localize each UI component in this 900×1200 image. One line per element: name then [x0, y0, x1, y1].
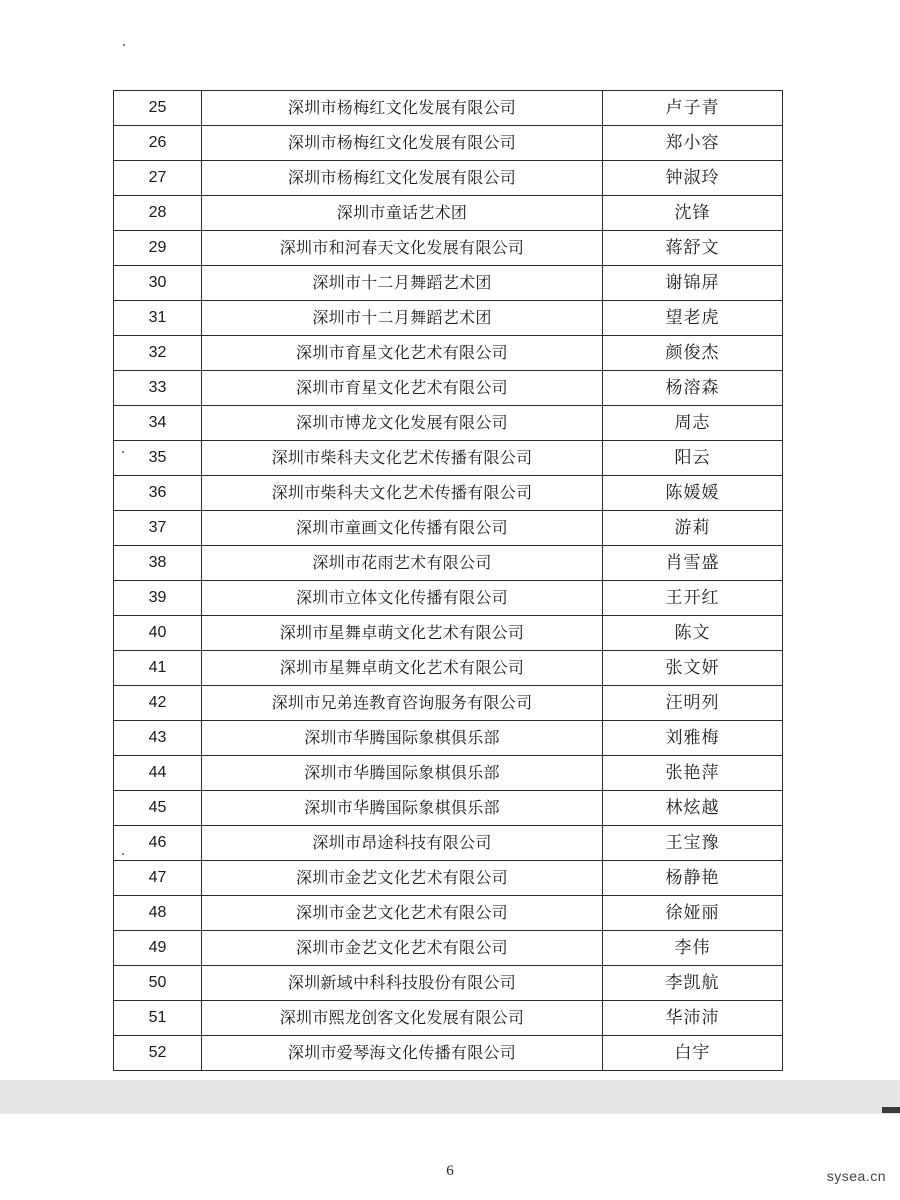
row-number-cell: 39 [114, 581, 202, 616]
table-row [114, 686, 783, 721]
table-row [114, 336, 783, 371]
table-row [114, 756, 783, 791]
person-name-cell: 谢锦屏 [603, 266, 783, 301]
table-row [114, 161, 783, 196]
table-row [114, 931, 783, 966]
person-name-cell: 陈文 [603, 616, 783, 651]
unit-name-cell: 深圳市博龙文化发展有限公司 [202, 406, 603, 441]
row-number-cell: 38 [114, 546, 202, 581]
unit-name-cell: 深圳市童画文化传播有限公司 [202, 511, 603, 546]
row-number-cell: 52 [114, 1036, 202, 1071]
page-number: 6 [446, 1163, 454, 1179]
unit-name-cell: 深圳市柴科夫文化艺术传播有限公司 [202, 476, 603, 511]
person-name-cell: 李伟 [603, 931, 783, 966]
table-row [114, 721, 783, 756]
row-number-cell: 46 [114, 826, 202, 861]
unit-name-cell: 深圳市华腾国际象棋俱乐部 [202, 721, 603, 756]
person-name-cell: 刘雅梅 [603, 721, 783, 756]
table-row [114, 826, 783, 861]
row-number-cell: 37 [114, 511, 202, 546]
table-row [114, 966, 783, 1001]
person-name-cell: 王宝豫 [603, 826, 783, 861]
unit-name-cell: 深圳市昂途科技有限公司 [202, 826, 603, 861]
person-name-cell: 肖雪盛 [603, 546, 783, 581]
row-number-cell: 34 [114, 406, 202, 441]
row-number-cell: 35 [114, 441, 202, 476]
person-name-cell: 张艳萍 [603, 756, 783, 791]
table-row [114, 1036, 783, 1071]
unit-name-cell: 深圳市金艺文化艺术有限公司 [202, 896, 603, 931]
table-row [114, 231, 783, 266]
person-name-cell: 蒋舒文 [603, 231, 783, 266]
table-row [114, 406, 783, 441]
scan-speck [123, 44, 125, 46]
person-name-cell: 钟淑玲 [603, 161, 783, 196]
person-name-cell: 望老虎 [603, 301, 783, 336]
table-row [114, 546, 783, 581]
row-number-cell: 42 [114, 686, 202, 721]
row-number-cell: 28 [114, 196, 202, 231]
row-number-cell: 50 [114, 966, 202, 1001]
table-row [114, 266, 783, 301]
table-row [114, 1001, 783, 1036]
table-row [114, 371, 783, 406]
unit-name-cell: 深圳市育星文化艺术有限公司 [202, 336, 603, 371]
row-number-cell: 31 [114, 301, 202, 336]
table-row [114, 896, 783, 931]
unit-name-cell: 深圳市立体文化传播有限公司 [202, 581, 603, 616]
scan-edge-mark [882, 1107, 900, 1113]
row-number-cell: 44 [114, 756, 202, 791]
unit-name-cell: 深圳市花雨艺术有限公司 [202, 546, 603, 581]
row-number-cell: 40 [114, 616, 202, 651]
person-name-cell: 郑小容 [603, 126, 783, 161]
unit-name-cell: 深圳市华腾国际象棋俱乐部 [202, 791, 603, 826]
person-name-cell: 游莉 [603, 511, 783, 546]
row-number-cell: 48 [114, 896, 202, 931]
row-number-cell: 26 [114, 126, 202, 161]
scan-speck [122, 451, 124, 453]
roster-table [113, 90, 783, 1071]
unit-name-cell: 深圳市星舞卓萌文化艺术有限公司 [202, 616, 603, 651]
scan-gray-band [0, 1080, 900, 1114]
table-row [114, 616, 783, 651]
person-name-cell: 杨溶森 [603, 371, 783, 406]
roster-table-body [114, 91, 783, 1071]
person-name-cell: 阳云 [603, 441, 783, 476]
unit-name-cell: 深圳市杨梅红文化发展有限公司 [202, 161, 603, 196]
table-row [114, 476, 783, 511]
row-number-cell: 27 [114, 161, 202, 196]
person-name-cell: 杨静艳 [603, 861, 783, 896]
person-name-cell: 白宇 [603, 1036, 783, 1071]
table-row [114, 581, 783, 616]
unit-name-cell: 深圳市熙龙创客文化发展有限公司 [202, 1001, 603, 1036]
table-row [114, 511, 783, 546]
unit-name-cell: 深圳市柴科夫文化艺术传播有限公司 [202, 441, 603, 476]
person-name-cell: 张文妍 [603, 651, 783, 686]
unit-name-cell: 深圳市育星文化艺术有限公司 [202, 371, 603, 406]
person-name-cell: 李凯航 [603, 966, 783, 1001]
unit-name-cell: 深圳市杨梅红文化发展有限公司 [202, 91, 603, 126]
roster-table-container [113, 90, 781, 1071]
person-name-cell: 颜俊杰 [603, 336, 783, 371]
person-name-cell: 王开红 [603, 581, 783, 616]
table-row [114, 651, 783, 686]
table-row [114, 91, 783, 126]
row-number-cell: 29 [114, 231, 202, 266]
row-number-cell: 41 [114, 651, 202, 686]
person-name-cell: 周志 [603, 406, 783, 441]
person-name-cell: 卢子青 [603, 91, 783, 126]
person-name-cell: 林炫越 [603, 791, 783, 826]
table-row [114, 196, 783, 231]
unit-name-cell: 深圳市十二月舞蹈艺术团 [202, 301, 603, 336]
row-number-cell: 49 [114, 931, 202, 966]
unit-name-cell: 深圳市金艺文化艺术有限公司 [202, 931, 603, 966]
table-row [114, 441, 783, 476]
unit-name-cell: 深圳市童话艺术团 [202, 196, 603, 231]
row-number-cell: 36 [114, 476, 202, 511]
unit-name-cell: 深圳新域中科科技股份有限公司 [202, 966, 603, 1001]
table-row [114, 126, 783, 161]
row-number-cell: 45 [114, 791, 202, 826]
site-watermark: sysea.cn [826, 1168, 886, 1184]
unit-name-cell: 深圳市金艺文化艺术有限公司 [202, 861, 603, 896]
row-number-cell: 47 [114, 861, 202, 896]
person-name-cell: 华沛沛 [603, 1001, 783, 1036]
unit-name-cell: 深圳市和河春天文化发展有限公司 [202, 231, 603, 266]
unit-name-cell: 深圳市华腾国际象棋俱乐部 [202, 756, 603, 791]
row-number-cell: 33 [114, 371, 202, 406]
table-row [114, 301, 783, 336]
person-name-cell: 徐娅丽 [603, 896, 783, 931]
scan-speck [122, 853, 124, 855]
row-number-cell: 43 [114, 721, 202, 756]
table-row [114, 791, 783, 826]
unit-name-cell: 深圳市杨梅红文化发展有限公司 [202, 126, 603, 161]
unit-name-cell: 深圳市十二月舞蹈艺术团 [202, 266, 603, 301]
row-number-cell: 32 [114, 336, 202, 371]
table-row [114, 861, 783, 896]
person-name-cell: 汪明列 [603, 686, 783, 721]
person-name-cell: 陈媛媛 [603, 476, 783, 511]
unit-name-cell: 深圳市星舞卓萌文化艺术有限公司 [202, 651, 603, 686]
unit-name-cell: 深圳市爱琴海文化传播有限公司 [202, 1036, 603, 1071]
row-number-cell: 30 [114, 266, 202, 301]
row-number-cell: 51 [114, 1001, 202, 1036]
row-number-cell: 25 [114, 91, 202, 126]
person-name-cell: 沈锋 [603, 196, 783, 231]
unit-name-cell: 深圳市兄弟连教育咨询服务有限公司 [202, 686, 603, 721]
